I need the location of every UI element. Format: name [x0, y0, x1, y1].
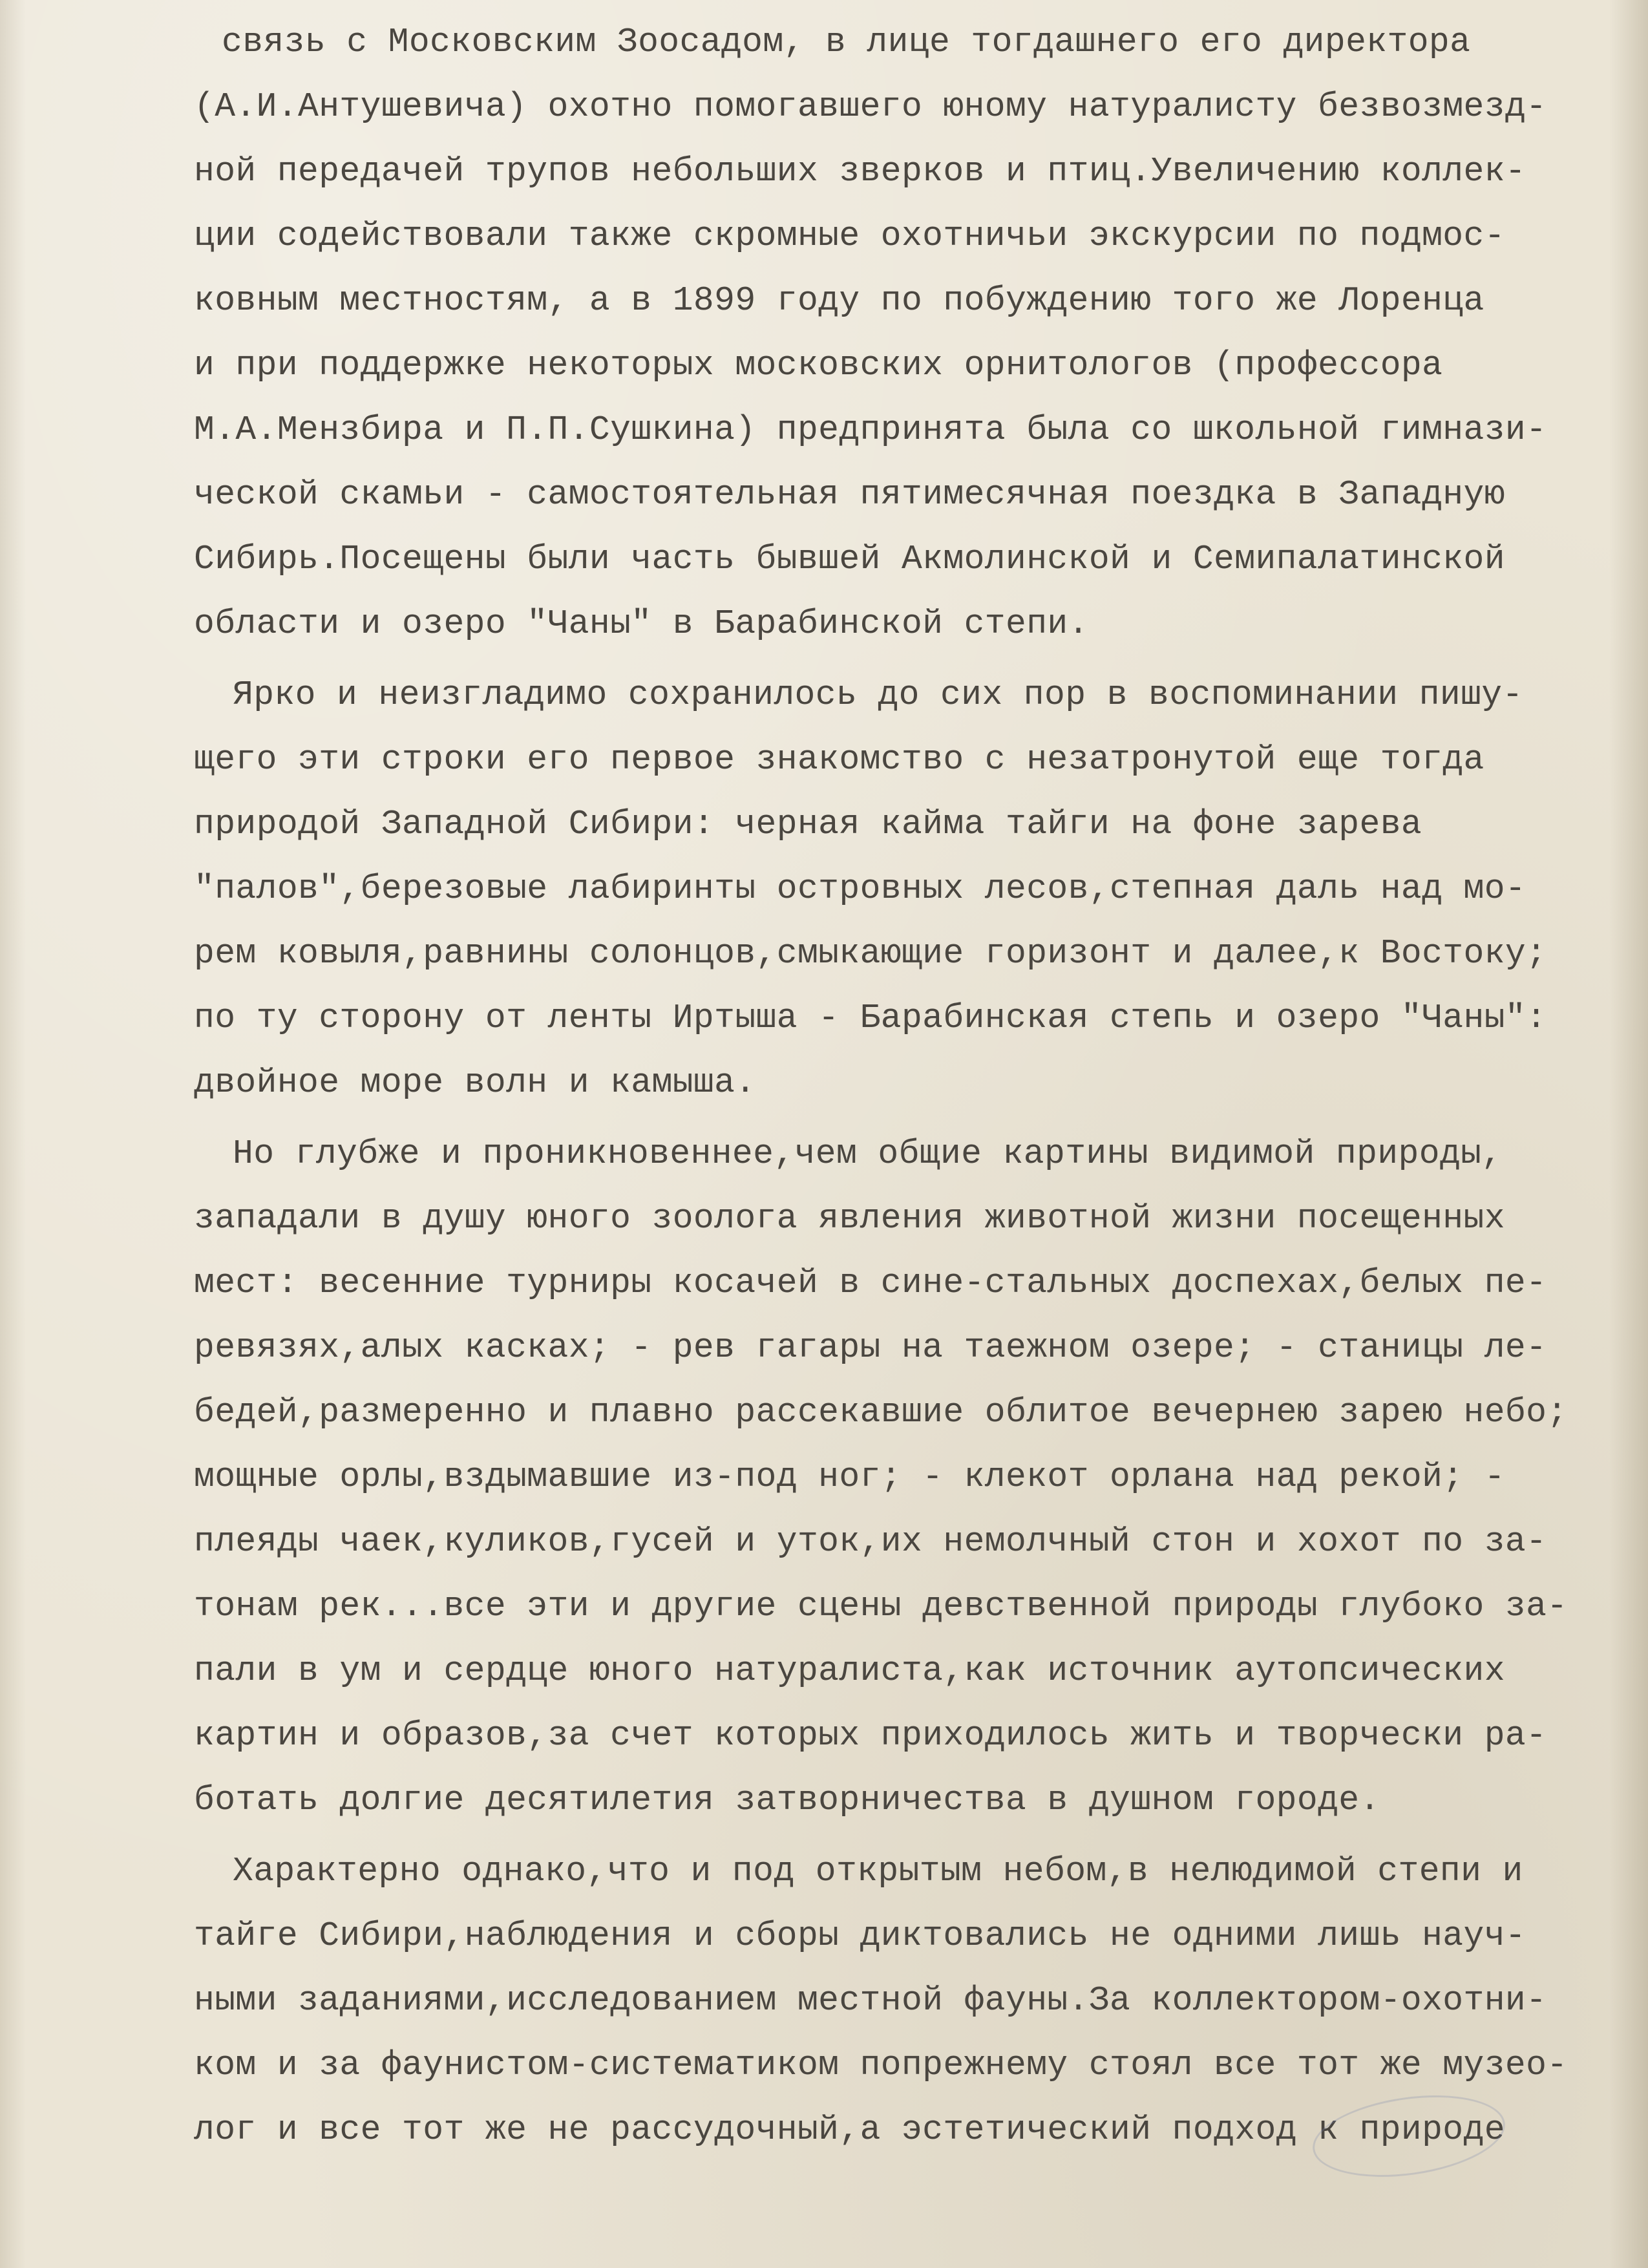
text-line: щего эти строки его первое знакомство с незатронутой еще тогда	[194, 740, 1484, 779]
text-line: области и озеро "Чаны" в Барабинской степи.	[194, 604, 1089, 643]
text-line: лог и все тот же не рассудочный,а эстетический подход к природе	[194, 2110, 1505, 2149]
text-line: по ту сторону от ленты Иртыша - Барабинская степь и озеро "Чаны":	[194, 999, 1547, 1037]
text-line: тонам рек...все эти и другие сцены девственной природы глубоко за-	[194, 1587, 1568, 1626]
paper-edge-shadow-right	[1609, 0, 1648, 2268]
text-line: ком и за фаунистом-систематиком попрежнему стоял все тот же музео-	[194, 2046, 1568, 2084]
text-line: бедей,размеренно и плавно рассекавшие облитое вечернею зарею небо;	[194, 1393, 1568, 1432]
text-line: плеяды чаек,куликов,гусей и уток,их немолчный стон и хохот по за-	[194, 1522, 1547, 1561]
text-line: рем ковыля,равнины солонцов,смыкающие горизонт и далее,к Востоку;	[194, 934, 1547, 973]
text-line: ными заданиями,исследованием местной фауны.За коллектором-охотни-	[194, 1981, 1547, 2020]
text-line: связь с Московским Зоосадом, в лице тогдашнего его директора	[222, 23, 1471, 61]
text-line: ческой скамьи - самостоятельная пятимесячная поездка в Западную	[194, 475, 1505, 514]
text-line: Сибирь.Посещены были часть бывшей Акмолинской и Семипалатинской	[194, 540, 1505, 578]
paper-edge-shadow-left	[0, 0, 26, 2268]
text-line: западали в душу юного зоолога явления животной жизни посещенных	[194, 1199, 1505, 1238]
text-line: природой Западной Сибири: черная кайма тайги на фоне зарева	[194, 805, 1422, 843]
text-line: тайге Сибири,наблюдения и сборы диктовались не одними лишь науч-	[194, 1916, 1527, 1955]
text-line: двойное море волн и камыша.	[194, 1063, 756, 1102]
text-line: ботать долгие десятилетия затворничества в душном городе.	[194, 1781, 1380, 1819]
faded-library-stamp	[1307, 2084, 1510, 2189]
text-line: М.А.Мензбира и П.П.Сушкина) предпринята была со школьной гимнази-	[194, 410, 1547, 449]
text-line: ции содействовали также скромные охотничьи экскурсии по подмос-	[194, 217, 1505, 255]
text-line: (А.И.Антушевича) охотно помогавшего юному натуралисту безвозмезд-	[194, 87, 1547, 126]
text-line: ковным местностям, а в 1899 году по побуждению того же Лоренца	[194, 281, 1484, 320]
text-line: и при поддержке некоторых московских орнитологов (профессора	[194, 346, 1443, 385]
text-line: мест: весенние турниры косачей в сине-стальных доспехах,белых пе-	[194, 1264, 1547, 1302]
text-line-paragraph-start: Ярко и неизгладимо сохранилось до сих пор в воспоминании пишу-	[233, 675, 1523, 714]
text-line-paragraph-start: Характерно однако,что и под открытым небом,в нелюдимой степи и	[233, 1852, 1523, 1891]
text-line: мощные орлы,вздымавшие из-под ног; - клекот орлана над рекой; -	[194, 1457, 1505, 1496]
text-line-paragraph-start: Но глубже и проникновеннее,чем общие картины видимой природы,	[233, 1134, 1503, 1173]
text-line: пали в ум и сердце юного натуралиста,как источник аутопсических	[194, 1651, 1505, 1690]
text-line: "палов",березовые лабиринты островных лесов,степная даль над мо-	[194, 869, 1527, 908]
text-line: картин и образов,за счет которых приходилось жить и творчески ра-	[194, 1716, 1547, 1755]
text-line: ревязях,алых касках; - рев гагары на таежном озере; - станицы ле-	[194, 1328, 1547, 1367]
text-line: ной передачей трупов небольших зверков и птиц.Увеличению коллек-	[194, 152, 1527, 191]
